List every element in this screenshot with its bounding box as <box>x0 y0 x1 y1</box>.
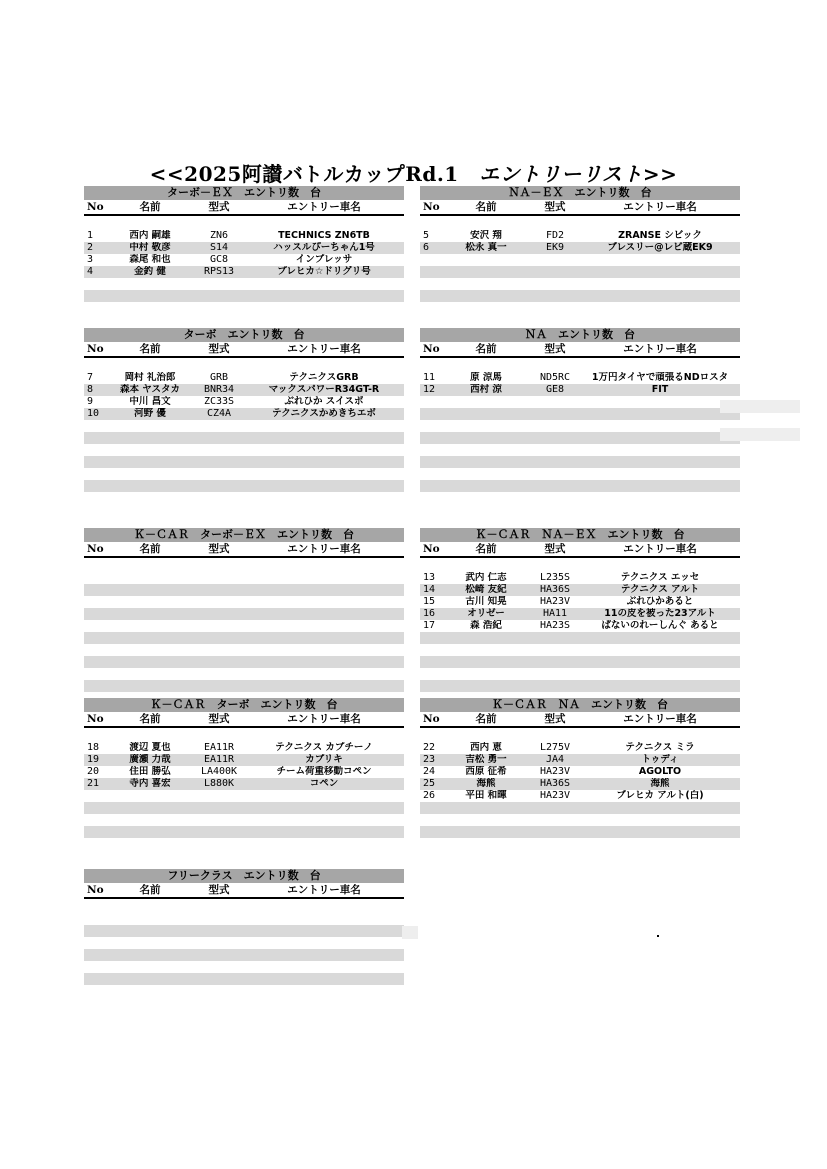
entry-car: 1万円タイヤで頑張るNDロスタ <box>591 372 729 383</box>
table-row <box>84 266 404 278</box>
empty-row <box>420 444 740 456</box>
entry-no: 15 <box>423 596 436 607</box>
entry-car: テクニクス カプチーノ <box>275 742 373 753</box>
entry-model: ND5RC <box>539 372 571 383</box>
entry-no: 16 <box>423 608 436 619</box>
entry-name: 寺内 喜宏 <box>129 778 171 789</box>
entry-no: 19 <box>87 754 100 765</box>
table-row <box>420 596 740 608</box>
column-model: 型式 <box>208 884 230 896</box>
empty-row <box>84 973 404 985</box>
background-shade <box>720 400 800 413</box>
entry-model: FD2 <box>545 230 565 241</box>
entry-car: ぶれひか スイスポ <box>284 396 364 407</box>
entry-name: 西村 涼 <box>470 384 502 395</box>
entry-rows <box>420 572 740 692</box>
column-model: 型式 <box>208 713 230 725</box>
entry-name: 森本 ヤスタカ <box>119 384 181 395</box>
column-no: No <box>87 884 104 896</box>
empty-row <box>84 838 404 850</box>
entry-car: ブレヒカ アルト(白) <box>616 790 704 801</box>
column-model: 型式 <box>544 201 566 213</box>
entry-model: HA36S <box>539 584 571 595</box>
entry-model: HA23V <box>539 766 571 777</box>
block-header: ターボ エントリ数 台 <box>84 328 404 342</box>
entry-no: 11 <box>423 372 436 383</box>
column-model: 型式 <box>208 543 230 555</box>
empty-row <box>420 668 740 680</box>
empty-row <box>420 656 740 668</box>
entry-model: L235S <box>539 572 571 583</box>
column-no: No <box>423 201 440 213</box>
entry-car: テクニクスかめきちエボ <box>272 408 376 419</box>
entry-name: 松崎 友紀 <box>465 584 507 595</box>
empty-row <box>84 814 404 826</box>
entry-model: EK9 <box>545 242 565 253</box>
empty-row <box>420 644 740 656</box>
column-car: エントリー車名 <box>287 884 361 896</box>
empty-row <box>420 290 740 302</box>
empty-row <box>84 290 404 302</box>
block-header: Ｋ－ＣＡＲ ＮＡ－ＥＸ エントリ数 台 <box>420 528 740 542</box>
entry-no: 4 <box>87 266 94 277</box>
table-row <box>84 778 404 790</box>
entry-car: テクニクス エッセ <box>620 572 700 583</box>
column-header-row <box>84 200 404 216</box>
entry-name: 中川 昌文 <box>129 396 171 407</box>
entry-name: 海熊 <box>476 778 496 789</box>
table-row <box>84 230 404 242</box>
empty-row <box>84 420 404 432</box>
entry-no: 20 <box>87 766 100 777</box>
table-row <box>84 408 404 420</box>
entry-no: 7 <box>87 372 94 383</box>
entry-car: ぶれひかあると <box>626 596 694 607</box>
table-row <box>84 742 404 754</box>
table-row <box>420 620 740 632</box>
column-header-row <box>420 542 740 558</box>
column-name: 名前 <box>139 343 161 355</box>
entry-block-kcar-na <box>420 698 740 850</box>
entry-car: マックスパワーR34GT-R <box>268 384 380 395</box>
entry-car: TECHNICS ZN6TB <box>278 230 370 241</box>
entry-name: 平田 和暉 <box>465 790 507 801</box>
entry-rows <box>84 372 404 492</box>
table-row <box>420 372 740 384</box>
entry-name: 金釣 健 <box>134 266 166 277</box>
empty-row <box>84 278 404 290</box>
empty-row <box>420 468 740 480</box>
block-header: Ｋ－ＣＡＲ ＮＡ エントリ数 台 <box>420 698 740 712</box>
entry-no: 24 <box>423 766 436 777</box>
table-row <box>84 766 404 778</box>
entry-rows <box>420 372 740 492</box>
empty-row <box>84 826 404 838</box>
empty-row <box>420 266 740 278</box>
column-header-row <box>420 200 740 216</box>
column-no: No <box>87 201 104 213</box>
entry-model: ZC33S <box>203 396 235 407</box>
entry-name: 岡村 礼治郎 <box>124 372 176 383</box>
entry-model: HA11 <box>542 608 568 619</box>
table-row <box>420 790 740 802</box>
empty-row <box>84 572 404 584</box>
column-car: エントリー車名 <box>287 201 361 213</box>
column-car: エントリー車名 <box>623 343 697 355</box>
entry-no: 25 <box>423 778 436 789</box>
empty-row <box>84 680 404 692</box>
column-model: 型式 <box>544 713 566 725</box>
block-header: ターボ－ＥＸ エントリ数 台 <box>84 186 404 200</box>
entry-model: HA36S <box>539 778 571 789</box>
entry-name: 渡辺 夏也 <box>129 742 171 753</box>
empty-row <box>84 468 404 480</box>
entry-model: HA23V <box>539 596 571 607</box>
entry-car: AGOLTO <box>638 766 682 777</box>
entry-model: GRB <box>209 372 229 383</box>
entry-name: 吉松 勇一 <box>465 754 507 765</box>
column-no: No <box>87 543 104 555</box>
entry-car: 11の皮を被った23アルト <box>604 608 716 619</box>
entry-name: オリゼー <box>467 608 505 619</box>
column-name: 名前 <box>139 543 161 555</box>
empty-row <box>420 826 740 838</box>
empty-row <box>84 961 404 973</box>
table-row <box>84 242 404 254</box>
empty-row <box>420 408 740 420</box>
empty-row <box>84 432 404 444</box>
entry-no: 26 <box>423 790 436 801</box>
empty-row <box>84 584 404 596</box>
table-row <box>420 572 740 584</box>
entry-model: EA11R <box>203 742 235 753</box>
background-shade <box>402 926 418 939</box>
entry-model: CZ4A <box>206 408 232 419</box>
entry-model: S14 <box>209 242 229 253</box>
column-header-row <box>84 342 404 358</box>
table-row <box>420 778 740 790</box>
column-car: エントリー車名 <box>623 543 697 555</box>
column-model: 型式 <box>208 201 230 213</box>
table-row <box>84 372 404 384</box>
page-title <box>0 158 827 187</box>
empty-row <box>420 680 740 692</box>
entry-car: テクニクスGRB <box>289 372 359 383</box>
table-row <box>84 384 404 396</box>
entry-name: 安沢 翔 <box>470 230 502 241</box>
entry-rows <box>84 913 404 985</box>
column-no: No <box>423 713 440 725</box>
entry-no: 22 <box>423 742 436 753</box>
entry-car: 海熊 <box>650 778 670 789</box>
empty-row <box>84 949 404 961</box>
entry-model: HA23V <box>539 790 571 801</box>
entry-model: GC8 <box>209 254 229 265</box>
entry-car: ハッスルぴーちゃん1号 <box>273 242 375 253</box>
entry-name: 原 涼馬 <box>470 372 502 383</box>
entry-name: 森尾 和也 <box>129 254 171 265</box>
empty-row <box>84 656 404 668</box>
column-header-row <box>420 342 740 358</box>
empty-row <box>84 925 404 937</box>
empty-row <box>420 278 740 290</box>
table-row <box>420 230 740 242</box>
table-row <box>420 608 740 620</box>
entry-rows <box>420 742 740 850</box>
entry-block-turbo <box>84 328 404 492</box>
empty-row <box>84 790 404 802</box>
entry-no: 13 <box>423 572 436 583</box>
column-name: 名前 <box>475 343 497 355</box>
table-row <box>420 766 740 778</box>
empty-row <box>420 480 740 492</box>
entry-car: インプレッサ <box>295 254 353 265</box>
column-name: 名前 <box>139 713 161 725</box>
entry-no: 5 <box>423 230 430 241</box>
stray-dot <box>657 935 659 937</box>
entry-no: 14 <box>423 584 436 595</box>
block-header: フリークラス エントリ数 台 <box>84 869 404 883</box>
title-prefix: <<2025阿讃バトルカップRd.1 <box>149 162 459 186</box>
empty-row <box>420 838 740 850</box>
entry-model: ZN6 <box>209 230 229 241</box>
block-header: ＮＡ エントリ数 台 <box>420 328 740 342</box>
entry-car: カプリキ <box>305 754 343 765</box>
entry-block-free <box>84 869 404 985</box>
entry-name: 西内 嗣雄 <box>129 230 171 241</box>
entry-no: 18 <box>87 742 100 753</box>
background-shade <box>720 428 800 441</box>
entry-name: 古川 知晃 <box>465 596 507 607</box>
empty-row <box>420 396 740 408</box>
column-model: 型式 <box>544 343 566 355</box>
column-car: エントリー車名 <box>287 713 361 725</box>
entry-no: 8 <box>87 384 94 395</box>
entry-name: 森 浩紀 <box>470 620 502 631</box>
entry-model: BNR34 <box>203 384 235 395</box>
empty-row <box>84 937 404 949</box>
entry-block-na-ex <box>420 186 740 302</box>
entry-model: GE8 <box>545 384 565 395</box>
column-header-row <box>84 542 404 558</box>
entry-model: EA11R <box>203 754 235 765</box>
entry-model: LA400K <box>200 766 238 777</box>
empty-row <box>84 913 404 925</box>
entry-no: 2 <box>87 242 94 253</box>
empty-row <box>420 802 740 814</box>
entry-car: トゥディ <box>641 754 679 765</box>
column-name: 名前 <box>475 713 497 725</box>
entry-rows <box>84 742 404 850</box>
entry-car: ブレスリー@レビ蔵EK9 <box>607 242 713 253</box>
entry-rows <box>84 572 404 692</box>
entry-no: 1 <box>87 230 94 241</box>
column-car: エントリー車名 <box>623 201 697 213</box>
empty-row <box>84 444 404 456</box>
entry-name: 河野 優 <box>134 408 166 419</box>
empty-row <box>420 456 740 468</box>
block-header: ＮＡ－ＥＸ エントリ数 台 <box>420 186 740 200</box>
entry-no: 10 <box>87 408 100 419</box>
empty-row <box>420 632 740 644</box>
table-row <box>420 742 740 754</box>
entry-name: 西原 征希 <box>465 766 507 777</box>
table-row <box>84 754 404 766</box>
entry-model: RPS13 <box>203 266 235 277</box>
entry-car: FIT <box>651 384 669 395</box>
entry-block-turbo-ex <box>84 186 404 302</box>
entry-car: テクニクス アルト <box>620 584 700 595</box>
block-header: Ｋ－ＣＡＲ ターボ エントリ数 台 <box>84 698 404 712</box>
column-no: No <box>87 713 104 725</box>
entry-car: ZRANSE シビック <box>618 230 702 241</box>
entry-car: ぱないのれーしんぐ あると <box>601 620 719 631</box>
entry-model: L275V <box>539 742 571 753</box>
entry-car: チーム荷重移動コペン <box>276 766 372 777</box>
entry-name: 西内 恵 <box>470 742 502 753</box>
empty-row <box>84 596 404 608</box>
empty-row <box>84 620 404 632</box>
block-header: Ｋ－ＣＡＲ ターボ－ＥＸ エントリ数 台 <box>84 528 404 542</box>
table-row <box>420 384 740 396</box>
entry-name: 松永 真一 <box>465 242 507 253</box>
entry-name: 廣瀬 力哉 <box>129 754 171 765</box>
empty-row <box>84 608 404 620</box>
empty-row <box>420 814 740 826</box>
title-italic: エントリーリスト <box>479 162 643 186</box>
entry-name: 武内 仁志 <box>465 572 507 583</box>
column-model: 型式 <box>544 543 566 555</box>
column-no: No <box>87 343 104 355</box>
empty-row <box>84 632 404 644</box>
entry-car: テクニクス ミラ <box>625 742 695 753</box>
column-car: エントリー車名 <box>287 343 361 355</box>
entry-block-na <box>420 328 740 492</box>
entry-model: HA23S <box>539 620 571 631</box>
entry-block-kcar-turbo-ex <box>84 528 404 692</box>
table-row <box>84 254 404 266</box>
entry-no: 21 <box>87 778 100 789</box>
entry-block-kcar-turbo <box>84 698 404 850</box>
entry-name: 住田 勝弘 <box>129 766 171 777</box>
column-name: 名前 <box>475 543 497 555</box>
column-no: No <box>423 343 440 355</box>
column-header-row <box>84 712 404 728</box>
entry-model: L880K <box>203 778 235 789</box>
empty-row <box>84 456 404 468</box>
column-name: 名前 <box>139 201 161 213</box>
entry-car: コペン <box>309 778 339 789</box>
entry-name: 中村 敬彦 <box>129 242 171 253</box>
entry-block-kcar-na-ex <box>420 528 740 692</box>
empty-row <box>420 254 740 266</box>
column-name: 名前 <box>475 201 497 213</box>
empty-row <box>84 802 404 814</box>
empty-row <box>84 644 404 656</box>
column-name: 名前 <box>139 884 161 896</box>
entry-no: 3 <box>87 254 94 265</box>
table-row <box>420 754 740 766</box>
table-row <box>420 584 740 596</box>
empty-row <box>420 432 740 444</box>
empty-row <box>420 420 740 432</box>
entry-no: 6 <box>423 242 430 253</box>
entry-no: 17 <box>423 620 436 631</box>
empty-row <box>84 668 404 680</box>
empty-row <box>84 480 404 492</box>
column-no: No <box>423 543 440 555</box>
column-header-row <box>420 712 740 728</box>
column-car: エントリー車名 <box>287 543 361 555</box>
entry-rows <box>84 230 404 302</box>
table-row <box>420 242 740 254</box>
entry-no: 23 <box>423 754 436 765</box>
entry-model: JA4 <box>545 754 565 765</box>
title-suffix: >> <box>642 162 678 186</box>
entry-rows <box>420 230 740 302</box>
entry-no: 9 <box>87 396 94 407</box>
column-car: エントリー車名 <box>623 713 697 725</box>
entry-car: プレヒカ☆ドリグリ号 <box>277 266 371 277</box>
column-header-row <box>84 883 404 899</box>
column-model: 型式 <box>208 343 230 355</box>
entry-no: 12 <box>423 384 436 395</box>
table-row <box>84 396 404 408</box>
